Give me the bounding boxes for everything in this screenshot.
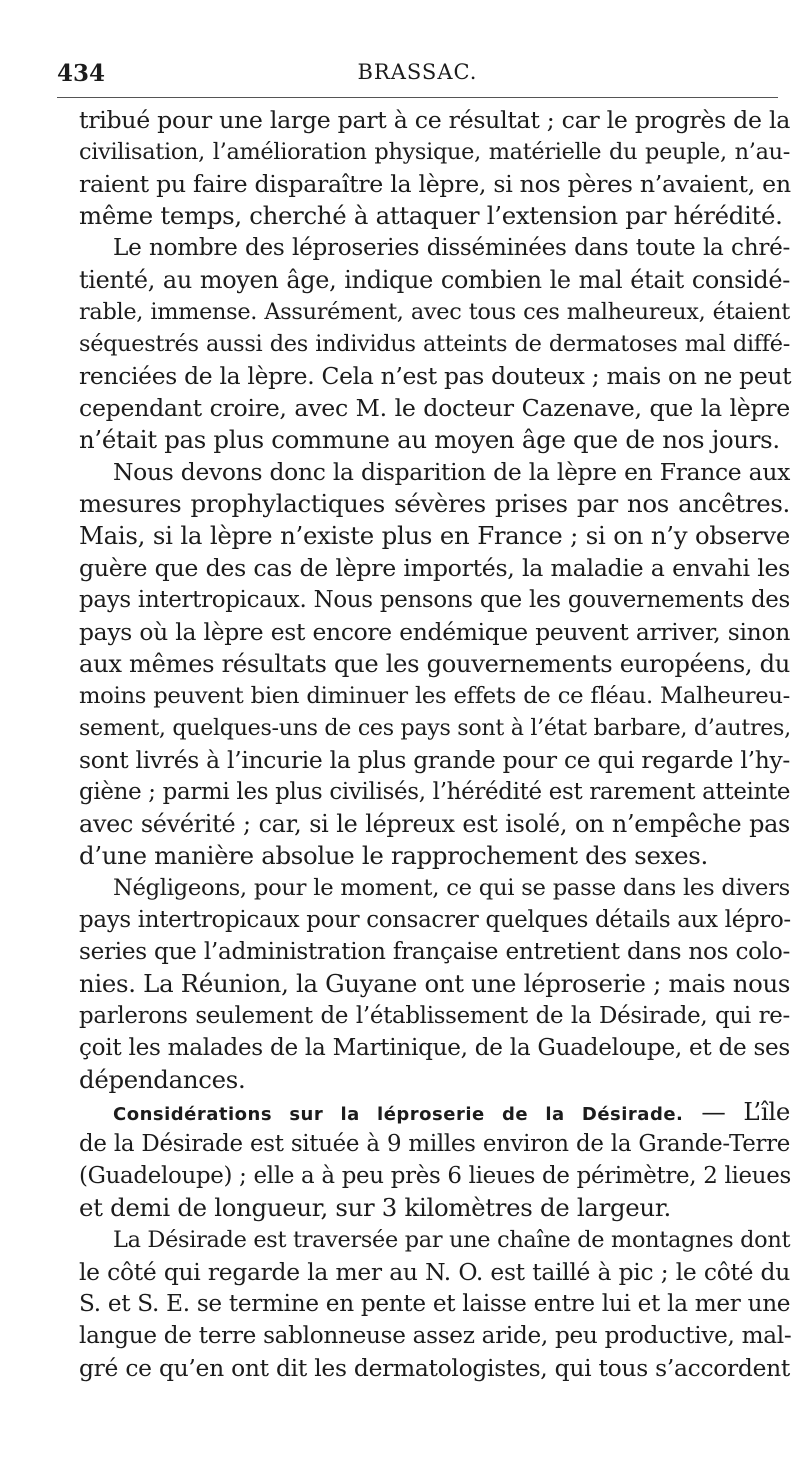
text-line: S. et S. E. se termine en pente et laisse entre lui et la mer une [79, 1291, 791, 1317]
text-line: guère que des cas de lèpre importés, la maladie a envahi les [79, 554, 790, 582]
text-line: çoit les malades de la Martinique, de la Guadeloupe, et de ses [79, 1035, 790, 1061]
text-line: raient pu faire disparaître la lèpre, si nos pères n’avaient, en [79, 170, 791, 198]
text-line: séquestrés aussi des individus atteints de dermatoses mal diffé- [79, 331, 790, 357]
text-line: giène ; parmi les plus civilisés, l’hérédité est rarement atteinte [79, 779, 791, 805]
text-line: pays où la lèpre est encore endémique peuvent arriver, sinon [79, 618, 790, 646]
text-line: (Guadeloupe) ; elle a à peu près 6 lieues de périmètre, 2 lieues [79, 1163, 791, 1189]
text-line: renciées de la lèpre. Cela n’est pas douteux ; mais on ne peut [79, 362, 792, 390]
text-line: Le nombre des léproseries disséminées dans toute la chré- [113, 235, 790, 261]
text-line: d’une manière absolue le rapprochement des sexes. [79, 841, 708, 870]
text-line: Négligeons, pour le moment, ce qui se passe dans les divers [113, 875, 790, 901]
page-body [79, 104, 790, 1384]
text-line: même temps, cherché à attaquer l’extension par hérédité. [79, 201, 783, 230]
text-line: civilisation, l’amélioration physique, matérielle du peuple, n’au- [79, 139, 790, 165]
section-heading: Considérations sur la léproserie de la Désirade. [113, 1104, 684, 1125]
header-rule [57, 97, 778, 98]
page-header [57, 60, 778, 96]
text-line: rable, immense. Assurément, avec tous ces malheureux, étaient [79, 299, 790, 325]
text-line: parlerons seulement de l’établissement de la Désirade, qui re- [79, 1003, 790, 1029]
text-line: nies. La Réunion, la Guyane ont une léproserie ; mais nous [79, 969, 791, 998]
text-line: aux mêmes résultats que les gouvernements européens, du [79, 650, 791, 678]
text-line: Mais, si la lèpre n’existe plus en France ; si on n’y observe [79, 521, 790, 550]
text-line: sont livrés à l’incurie la plus grande pour ce qui regarde l’hy- [79, 746, 790, 774]
text-line: tienté, au moyen âge, indique combien le mal était considé- [79, 266, 790, 294]
text-line: cependant croire, avec M. le docteur Cazenave, que la lèpre [79, 394, 790, 422]
text-line: de la Désirade est située à 9 milles environ de la Grande-Terre [79, 1131, 790, 1157]
text-line: La Désirade est traversée par une chaîne de montagnes dont [113, 1227, 791, 1253]
text-line: dépendances. [79, 1065, 246, 1094]
section-heading-line [79, 1096, 790, 1128]
text-line: pays intertropicaux pour consacrer quelques détails aux lépro- [79, 907, 791, 933]
text-line: avec sévérité ; car, si le lépreux est isolé, on n’empêche pas [79, 810, 790, 838]
page-number: 434 [57, 60, 106, 87]
text-line: tribué pour une large part à ce résultat ; car le progrès de la [79, 106, 790, 134]
text-line: le côté qui regarde la mer au N. O. est taillé à pic ; le côté du [79, 1258, 790, 1286]
text-line: mesures prophylactiques sévères prises par nos ancêtres. [79, 489, 790, 518]
text-line: langue de terre sablonneuse assez aride, peu productive, mal- [79, 1323, 792, 1349]
text-line: pays intertropicaux. Nous pensons que les gouvernements des [79, 587, 790, 613]
section-heading-tail: — L’île [701, 1097, 791, 1126]
text-line: gré ce qu’en ont dit les dermatologistes, qui tous s’accordent [79, 1354, 790, 1382]
text-line: sement, quelques-uns de ces pays sont à l’état barbare, d’autres, [79, 715, 791, 741]
running-title: BRASSAC. [357, 60, 478, 84]
text-line: series que l’administration française entretient dans nos colo- [79, 939, 790, 965]
text-line: moins peuvent bien diminuer les effets de ce fléau. Malheureu- [79, 683, 790, 709]
text-line: Nous devons donc la disparition de la lèpre en France aux [113, 458, 790, 486]
text-line: n’était pas plus commune au moyen âge que de nos jours. [79, 425, 780, 454]
text-line: et demi de longueur, sur 3 kilomètres de largeur. [79, 1193, 671, 1222]
